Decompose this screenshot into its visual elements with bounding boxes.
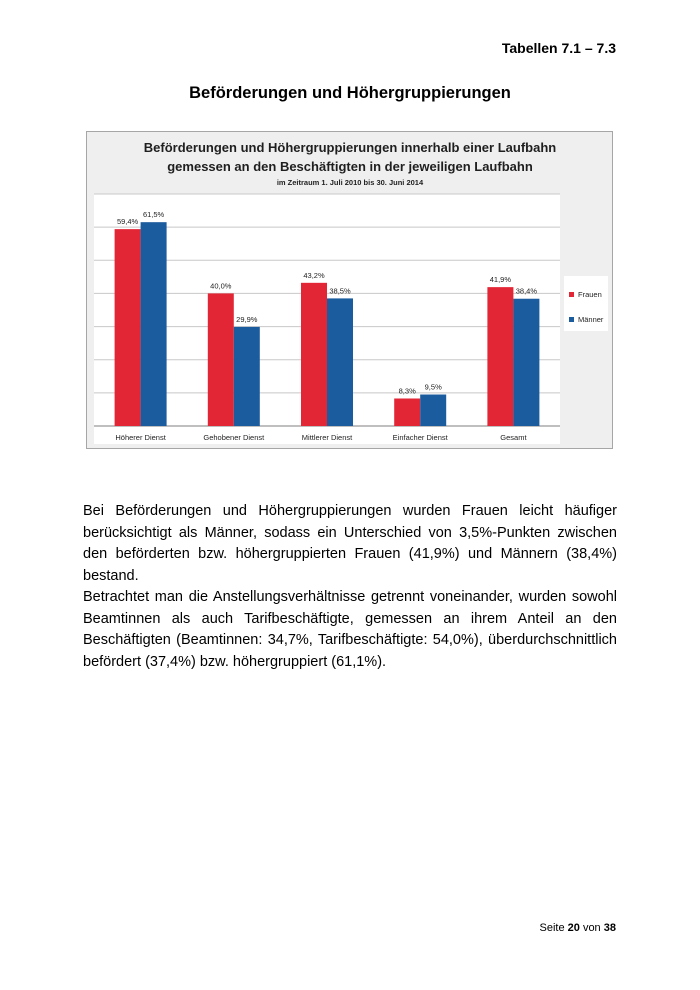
- chart-title-line1: Beförderungen und Höhergruppierungen innerhalb einer Laufbahn: [143, 140, 557, 155]
- bar-frauen-0: [115, 229, 141, 426]
- bar-value-label: 40,0%: [210, 281, 232, 291]
- bar-value-label: 41,9%: [489, 275, 512, 285]
- legend-swatch-frauen: [569, 292, 574, 297]
- bar-value-label: 43,2%: [303, 270, 325, 280]
- bar-mnner-1: [234, 327, 260, 426]
- legend-swatch-maenner: [569, 317, 574, 322]
- bar-frauen-4: [487, 287, 513, 426]
- category-label: Gehobener Dienst: [203, 433, 265, 442]
- paragraph-2: Betrachtet man die Anstellungsverhältnisse getrennt voneinander, wurden sowohl Beamtinnen als auch Tarifbeschäftigte, gemessen an ihrem Anteil an den Beschäftigten (Beamtinnen: 34,7%, Tarifbeschäftigte: 54,0%), überdurchschnittlich befördert (37,4%) bzw. höhergruppiert (61,1%).: [83, 589, 617, 670]
- bar-frauen-3: [394, 398, 420, 426]
- paragraph-1: Bei Beförderungen und Höhergruppierungen wurden Frauen leicht häufiger berücksichtigt als Männer, sodass ein Unterschied von 3,5%-Punkten zwischen den beförderten bzw. höhergruppierten Frauen (41,9%) und Männern (38,4%) bestand.: [83, 503, 617, 584]
- header-reference: Tabellen 7.1 – 7.3: [501, 40, 616, 56]
- footer-prefix: Seite: [539, 922, 565, 934]
- bar-mnner-3: [420, 395, 446, 426]
- footer-middle: von: [582, 922, 601, 934]
- bar-mnner-4: [513, 299, 539, 426]
- category-label: Gesamt: [500, 433, 527, 442]
- bar-value-label: 38,5%: [329, 286, 351, 296]
- chart-subtitle: im Zeitraum 1. Juli 2010 bis 30. Juni 2014: [276, 178, 424, 187]
- bar-frauen-1: [208, 293, 234, 426]
- footer-page-total: 38: [603, 922, 616, 934]
- category-label: Höherer Dienst: [115, 433, 166, 442]
- bar-mnner-0: [141, 222, 167, 426]
- category-label: Einfacher Dienst: [392, 433, 448, 442]
- bar-value-label: 8,3%: [398, 386, 416, 396]
- bar-value-label: 61,5%: [142, 210, 165, 220]
- bar-frauen-2: [301, 283, 327, 426]
- legend-label-maenner: Männer: [578, 315, 604, 324]
- bar-value-label: 29,9%: [236, 314, 258, 324]
- footer-page-number: 20: [567, 922, 580, 934]
- chart-title-line2: gemessen an den Beschäftigten in der jeweiligen Laufbahn: [167, 159, 533, 174]
- page-title: Beförderungen und Höhergruppierungen: [189, 84, 511, 102]
- page-footer: [539, 922, 616, 934]
- legend-label-frauen: Frauen: [578, 290, 602, 299]
- chart-svg: [86, 131, 613, 449]
- category-label: Mittlerer Dienst: [301, 433, 353, 442]
- bar-mnner-2: [327, 298, 353, 426]
- bar-chart: [86, 131, 613, 449]
- bar-value-label: 9,5%: [424, 382, 442, 392]
- legend: [564, 276, 608, 331]
- bar-value-label: 59,4%: [116, 217, 139, 227]
- bar-value-label: 38,4%: [515, 286, 538, 296]
